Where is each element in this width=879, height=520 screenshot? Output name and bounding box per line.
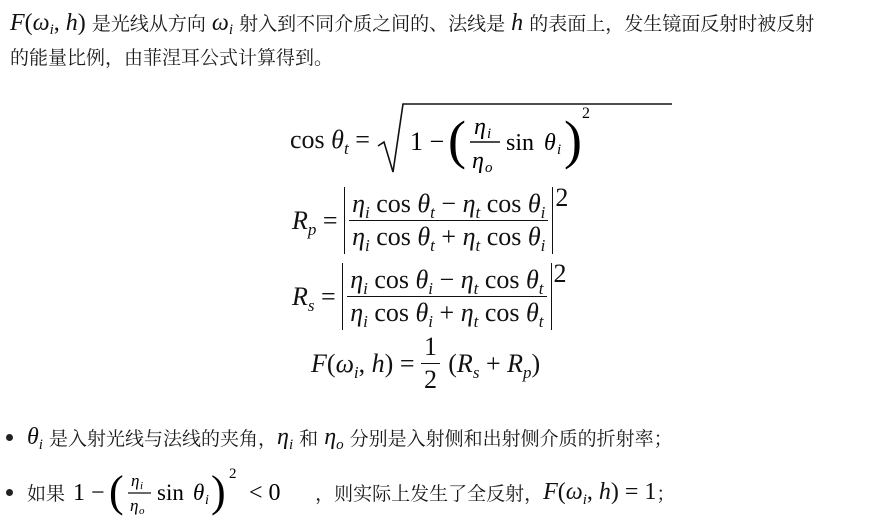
equation-F-average: $F(\omega_i$, h) = $\frac{1}{2}$ $(R_s + R_p)$ bbox=[311, 332, 541, 394]
sqrt-expression bbox=[376, 98, 676, 182]
bullet-dot bbox=[6, 489, 13, 496]
svg-text:η: η bbox=[474, 114, 487, 140]
symbol-theta-i: $\theta_i$ bbox=[27, 424, 43, 453]
bullet-2-text-1: 如果 bbox=[27, 482, 66, 505]
intro-paragraph bbox=[10, 6, 870, 75]
equation-Rp: $R_p$ = $\frac{\eta_i \cos \theta_t - \eta_t \cos \theta_i}{\eta_i \cos \theta_t + \eta_t \cos \theta_i}$ 2 bbox=[292, 183, 569, 255]
svg-text:i: i bbox=[487, 126, 492, 142]
intro-text-4: 的能量比例，由菲涅耳公式计算得到。 bbox=[10, 47, 334, 69]
bullet-2-text-3: ； bbox=[656, 482, 676, 505]
svg-text:η: η bbox=[130, 496, 139, 515]
svg-text:sin: sin bbox=[157, 480, 184, 505]
formula-F: $F(\omega_i$, h) bbox=[10, 10, 86, 38]
svg-text:i: i bbox=[205, 493, 209, 508]
intro-text-1: 是光线从方向 bbox=[91, 13, 206, 35]
svg-text:η: η bbox=[472, 148, 485, 174]
svg-text:< 0: < 0 bbox=[249, 480, 281, 506]
svg-text:1 −: 1 − bbox=[73, 480, 105, 506]
intro-text-3: 的表面上，发生镜面反射时被反射 bbox=[529, 13, 815, 35]
intro-text-2: 射入到不同介质之间的、法线是 bbox=[239, 13, 506, 35]
svg-text:sin: sin bbox=[506, 130, 535, 156]
svg-text:): ) bbox=[211, 467, 226, 516]
bullet-item-1 bbox=[6, 424, 673, 451]
svg-text:(: ( bbox=[448, 110, 467, 170]
symbol-omega-i: $\omega_i$ bbox=[211, 10, 234, 38]
svg-text:η: η bbox=[131, 471, 140, 490]
svg-text:1 −: 1 − bbox=[410, 127, 445, 156]
svg-text:o: o bbox=[139, 505, 145, 517]
svg-text:θ: θ bbox=[193, 480, 205, 505]
symbol-eta-i: $\eta_i$ bbox=[277, 424, 294, 453]
svg-text:o: o bbox=[485, 160, 493, 176]
total-reflection-condition bbox=[71, 464, 315, 520]
bullet-1-text-2: 和 bbox=[299, 428, 319, 450]
svg-text:i: i bbox=[140, 480, 144, 492]
svg-text:(: ( bbox=[109, 467, 124, 516]
bullet-dot bbox=[6, 434, 13, 441]
bullet-item-2 bbox=[6, 464, 675, 520]
svg-text:2: 2 bbox=[582, 105, 591, 122]
svg-text:θ: θ bbox=[544, 130, 557, 156]
equation-cos-theta-t: $\cos \theta_t$ = 1 − ( η i η o sin θ i ) 2 bbox=[290, 98, 676, 182]
symbol-h: h bbox=[511, 10, 524, 36]
svg-text:2: 2 bbox=[229, 466, 237, 482]
bullet-1-text-1: 是入射光线与法线的夹角， bbox=[49, 428, 278, 450]
bullet-1-text-3: 分别是入射侧和出射侧介质的折射率； bbox=[349, 428, 673, 450]
formula-F-equals-1: $F(\omega_i$, h) = 1 bbox=[543, 478, 657, 508]
svg-text:i: i bbox=[557, 142, 562, 158]
bullet-2-text-2: ，则实际上发生了全反射， bbox=[315, 482, 544, 505]
svg-text:): ) bbox=[564, 110, 583, 170]
symbol-eta-o: $\eta_o$ bbox=[324, 424, 344, 453]
equation-Rs: $R_s$ = $\frac{\eta_i \cos \theta_i - \eta_t \cos \theta_t}{\eta_i \cos \theta_i + \eta_t \cos \theta_t}$ 2 bbox=[292, 259, 567, 331]
